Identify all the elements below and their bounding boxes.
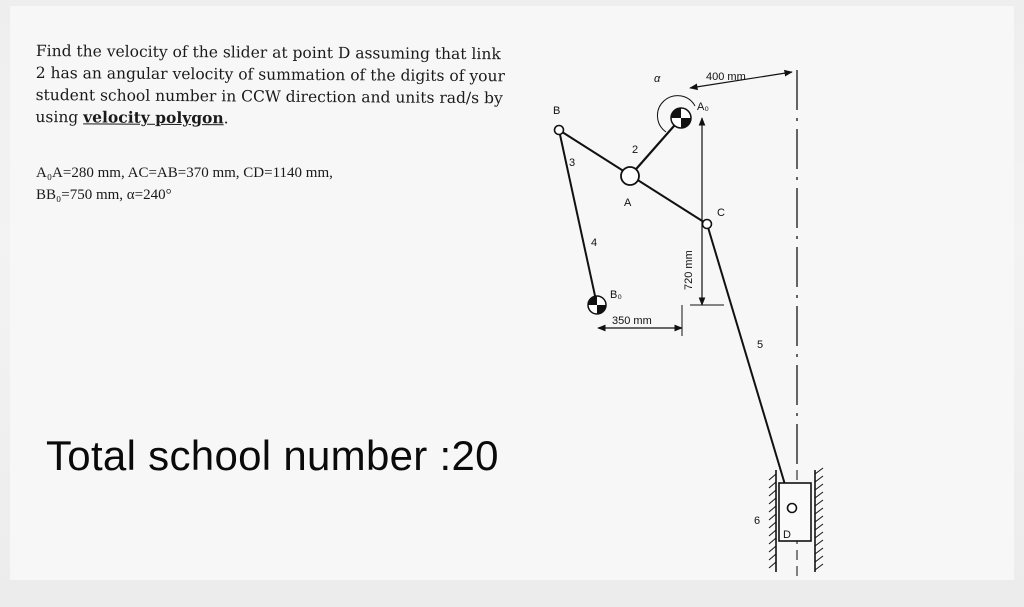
ground-pivot-B0 xyxy=(588,296,606,314)
label-link-4: 4 xyxy=(591,237,598,249)
dim-350-label: 350 mm xyxy=(612,315,652,327)
link-5 xyxy=(707,224,792,508)
total-school-number: Total school number :20 xyxy=(46,432,499,479)
ground-pivot-A0 xyxy=(671,108,691,128)
label-point-C: C xyxy=(717,207,725,219)
given-line-1: A₀A=280 mm, AC=AB=370 mm, CD=1140 mm, xyxy=(36,165,333,181)
alpha-label: α xyxy=(654,73,661,85)
label-point-D: D xyxy=(783,529,791,541)
problem-line-1: Find the velocity of the slider at point D assuming that link xyxy=(35,41,501,64)
link-4 xyxy=(559,130,597,305)
joint-D xyxy=(788,504,797,513)
label-point-B: B xyxy=(553,105,561,117)
label-link-6: 6 xyxy=(754,515,761,527)
problem-line-4-suffix: . xyxy=(223,109,229,128)
label-link-3: 3 xyxy=(569,157,576,169)
problem-line-2: 2 has an angular velocity of summation of the digits of your xyxy=(35,63,505,86)
joint-B xyxy=(555,126,564,135)
label-link-2: 2 xyxy=(632,144,639,156)
dim-720-label: 720 mm xyxy=(683,250,695,290)
joint-A xyxy=(621,167,639,185)
label-point-A: A xyxy=(624,197,632,209)
label-point-A0: A₀ xyxy=(697,101,709,113)
dim-400-label: 400 mm xyxy=(706,71,746,83)
given-line-2: BB₀=750 mm, α=240° xyxy=(36,187,172,203)
label-link-5: 5 xyxy=(757,339,764,351)
label-point-B0: B₀ xyxy=(610,289,622,301)
problem-line-4-prefix: using xyxy=(35,107,84,127)
joint-C xyxy=(703,220,712,229)
velocity-polygon-emphasis: velocity polygon xyxy=(83,107,224,128)
problem-line-3: student school number in CCW direction and units rad/s by xyxy=(35,85,503,108)
